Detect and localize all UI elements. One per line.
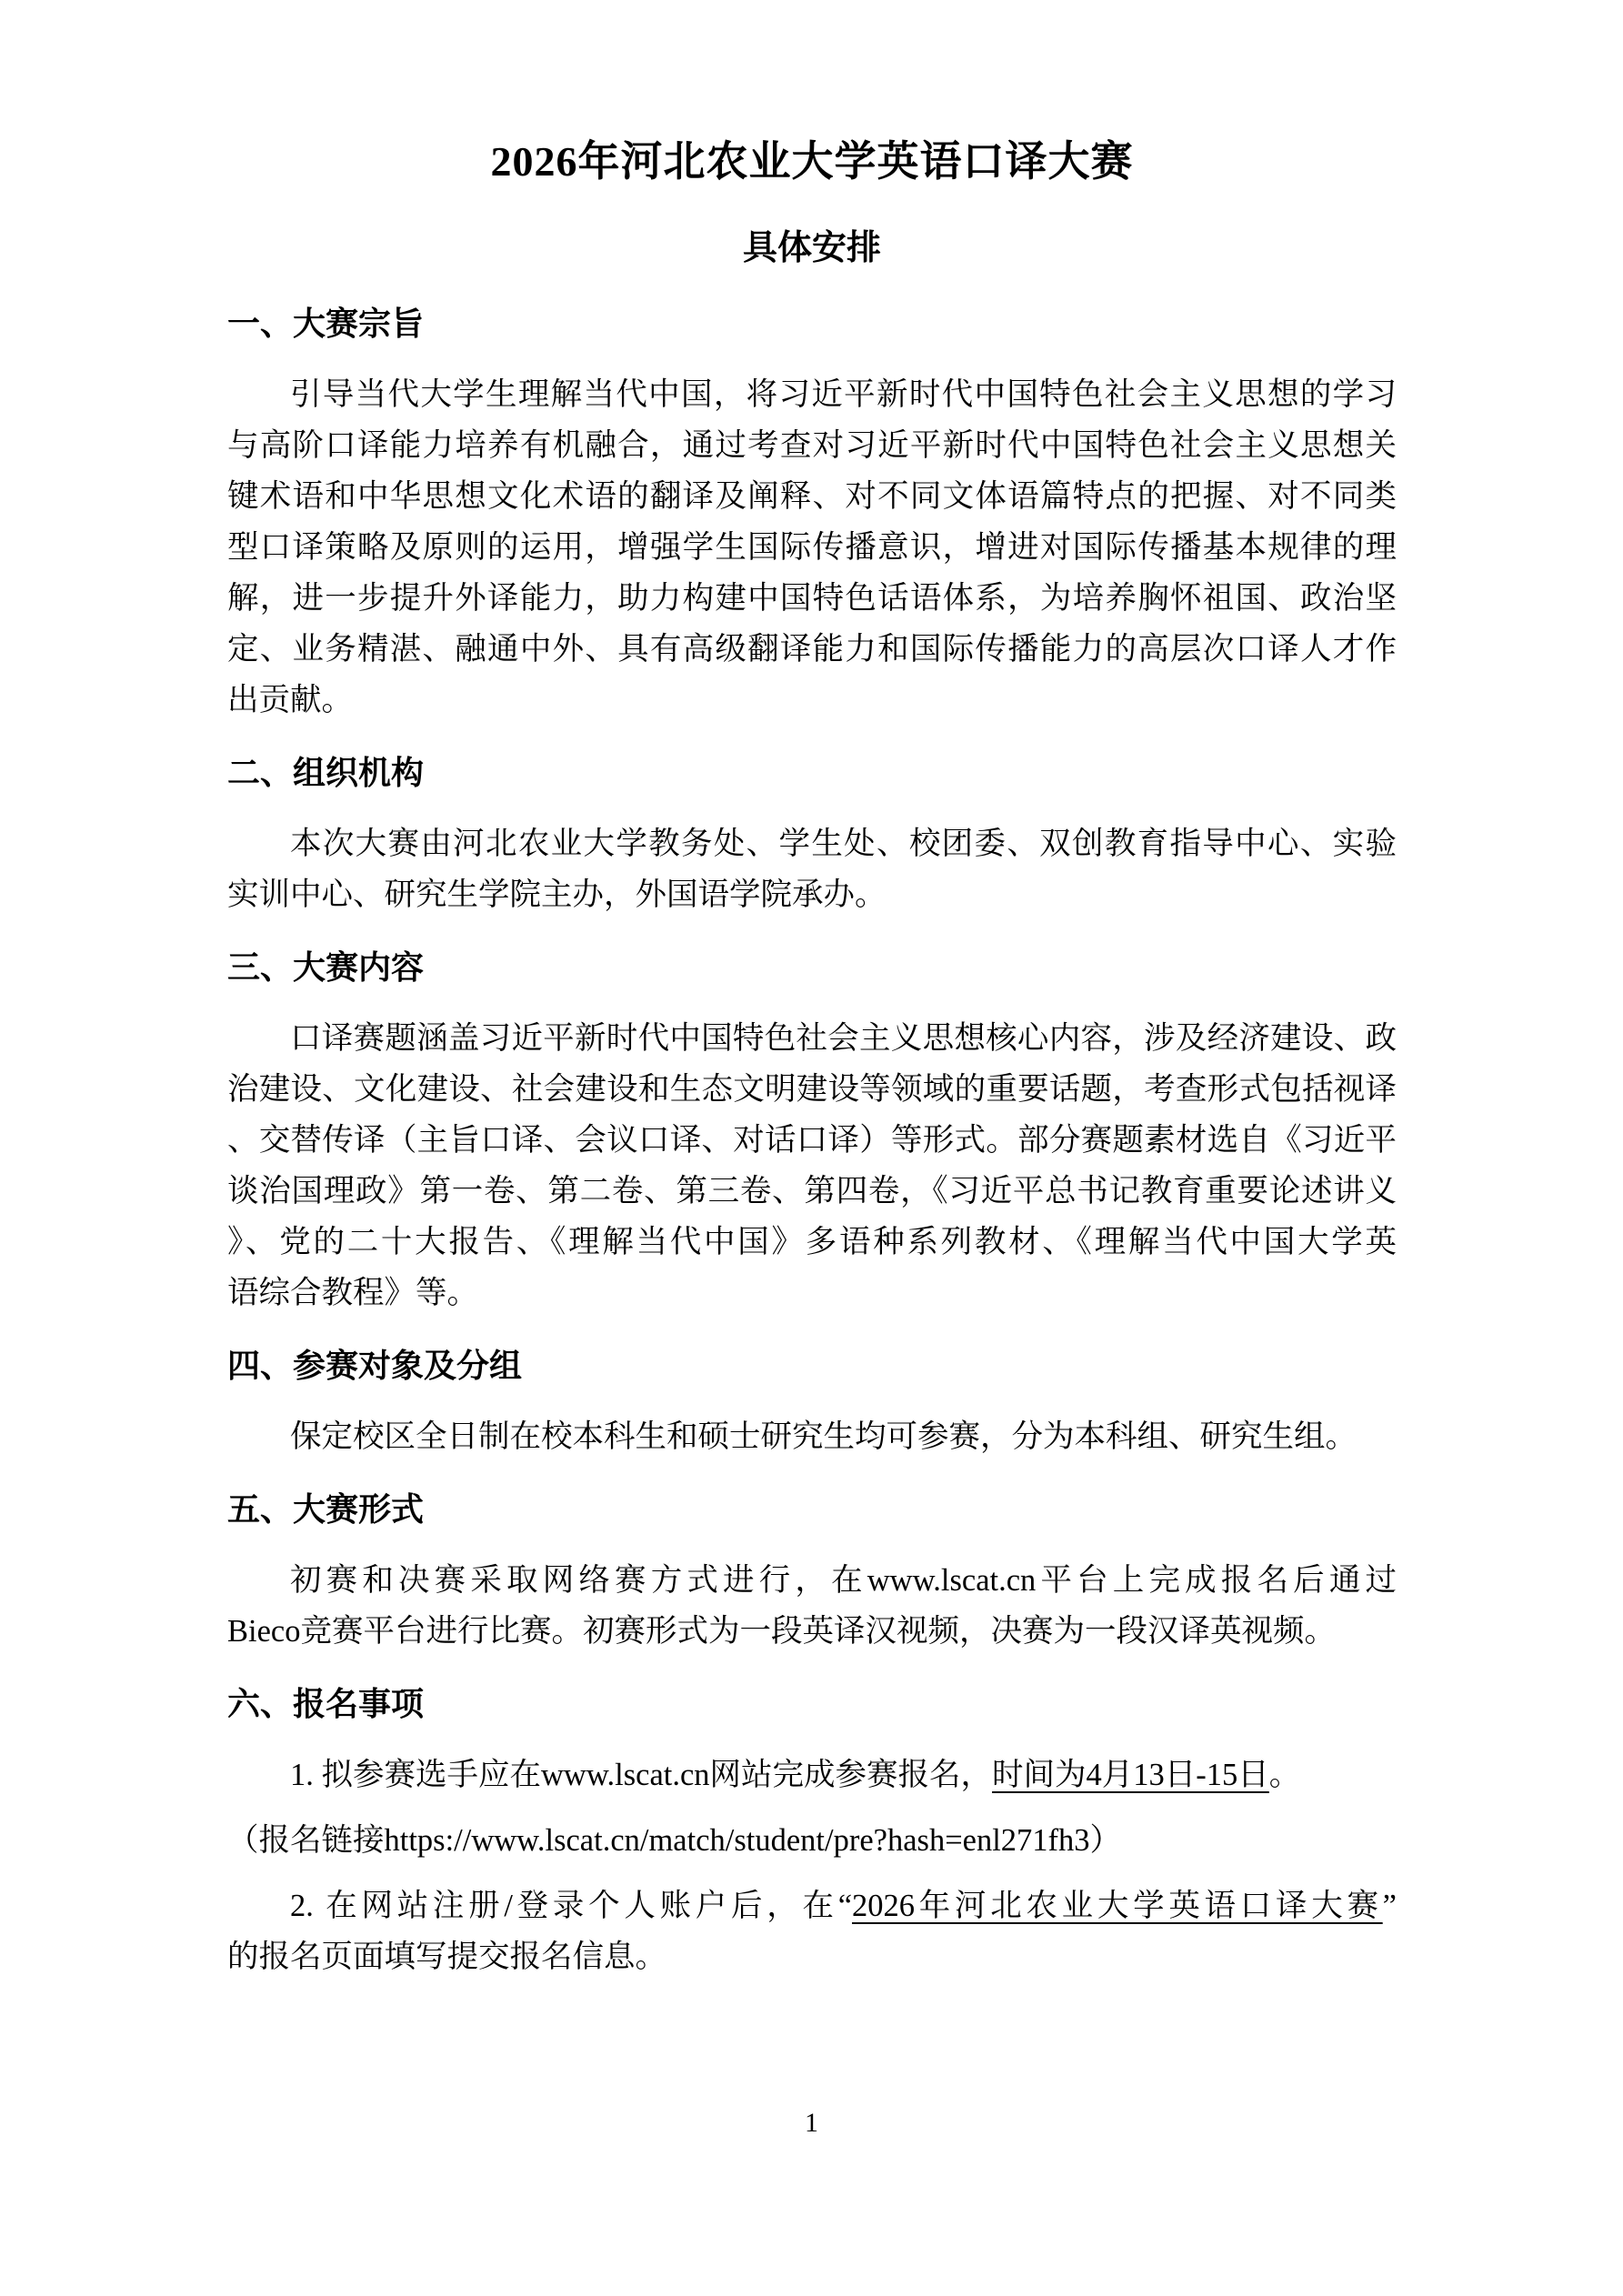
text-line [227, 1166, 1397, 1217]
paragraph [227, 1815, 1397, 1866]
underlined-text: 2026年河北农业大学英语口译大赛 [852, 1889, 1383, 1923]
text-segment: 引导当代大学生理解当代中国，将习近平新时代中国特色社会主义思想的学习 [290, 377, 1397, 412]
text-segment: 1. 拟参赛选手应在www.lscat.cn网站完成参赛报名， [290, 1758, 993, 1792]
paragraph [227, 369, 1397, 726]
text-line [227, 369, 1397, 420]
underlined-text: 时间为4月13日-15日 [992, 1758, 1269, 1792]
paragraph [227, 1750, 1397, 1800]
document-body [227, 298, 1397, 1982]
text-line [227, 1931, 1397, 1982]
text-line [227, 675, 1397, 726]
text-segment: 出贡献。 [227, 683, 353, 717]
text-line [227, 1268, 1397, 1318]
text-segment: 2. 在网站注册/登录个人账户后，在“ [290, 1889, 853, 1923]
text-segment: 型口译策略及原则的运用，增强学生国际传播意识，增进对国际传播基本规律的理 [227, 530, 1397, 565]
paragraph [227, 818, 1397, 920]
text-line [227, 818, 1397, 869]
text-segment: 实训中心、研究生学院主办，外国语学院承办。 [227, 877, 887, 912]
text-line [227, 573, 1397, 624]
page-subtitle: 具体安排 [742, 229, 881, 267]
text-line [227, 522, 1397, 573]
text-segment: 初赛和决赛采取网络赛方式进行，在www.lscat.cn平台上完成报名后通过 [290, 1563, 1397, 1598]
text-segment: ” [1382, 1889, 1397, 1923]
text-line [227, 624, 1397, 675]
section-heading: 三、大赛内容 [227, 949, 425, 986]
text-segment: 》、党的二十大报告、《理解当代中国》多语种系列教材、《理解当代中国大学英 [227, 1225, 1397, 1259]
paragraph [227, 1880, 1397, 1982]
text-line [227, 471, 1397, 522]
text-segment: 。 [1268, 1758, 1301, 1792]
section-heading: 二、组织机构 [227, 755, 425, 791]
text-segment: 口译赛题涵盖习近平新时代中国特色社会主义思想核心内容，涉及经济建设、政 [290, 1021, 1397, 1056]
text-segment: 本次大赛由河北农业大学教务处、学生处、校团委、双创教育指导中心、实验 [290, 827, 1397, 861]
text-line [227, 1880, 1397, 1931]
section-heading: 六、报名事项 [227, 1686, 425, 1722]
section-heading: 四、参赛对象及分组 [227, 1348, 523, 1384]
text-segment: 、交替传译（主旨口译、会议口译、对话口译）等形式。部分赛题素材选自《习近平 [227, 1123, 1397, 1158]
text-segment: 与高阶口译能力培养有机融合，通过考查对习近平新时代中国特色社会主义思想关 [227, 428, 1397, 463]
text-segment: （报名链接https://www.lscat.cn/match/student/pre?hash=enl271fh3） [227, 1823, 1122, 1858]
text-line [227, 869, 1397, 920]
text-line [227, 1815, 1397, 1866]
text-segment: Bieco竞赛平台进行比赛。初赛形式为一段英译汉视频，决赛为一段汉译英视频。 [227, 1614, 1336, 1649]
text-line [227, 1750, 1397, 1800]
text-line [227, 1411, 1397, 1462]
text-line [227, 1555, 1397, 1606]
text-line [227, 1217, 1397, 1268]
section-heading: 一、大赛宗旨 [227, 306, 425, 342]
paragraph [227, 1411, 1397, 1462]
text-segment: 治建设、文化建设、社会建设和生态文明建设等领域的重要话题，考查形式包括视译 [227, 1072, 1397, 1107]
text-line [227, 1013, 1397, 1064]
paragraph [227, 1013, 1397, 1318]
section-heading: 五、大赛形式 [227, 1491, 425, 1528]
page-number: 1 [805, 2108, 818, 2138]
text-line [227, 420, 1397, 471]
text-segment: 保定校区全日制在校本科生和硕士研究生均可参赛，分为本科组、研究生组。 [290, 1419, 1357, 1454]
text-line [227, 1064, 1397, 1115]
text-segment: 键术语和中华思想文化术语的翻译及阐释、对不同文体语篇特点的把握、对不同类 [227, 479, 1397, 514]
text-segment: 解，进一步提升外译能力，助力构建中国特色话语体系，为培养胸怀祖国、政治坚 [227, 581, 1397, 616]
text-line [227, 1115, 1397, 1166]
text-segment: 定、业务精湛、融通中外、具有高级翻译能力和国际传播能力的高层次口译人才作 [227, 632, 1397, 667]
page-title: 2026年河北农业大学英语口译大赛 [490, 138, 1134, 185]
text-segment: 谈治国理政》第一卷、第二卷、第三卷、第四卷，《习近平总书记教育重要论述讲义 [227, 1174, 1397, 1208]
text-line [227, 1606, 1397, 1657]
paragraph [227, 1555, 1397, 1657]
text-segment: 语综合教程》等。 [227, 1276, 478, 1310]
text-segment: 的报名页面填写提交报名信息。 [227, 1940, 666, 1974]
